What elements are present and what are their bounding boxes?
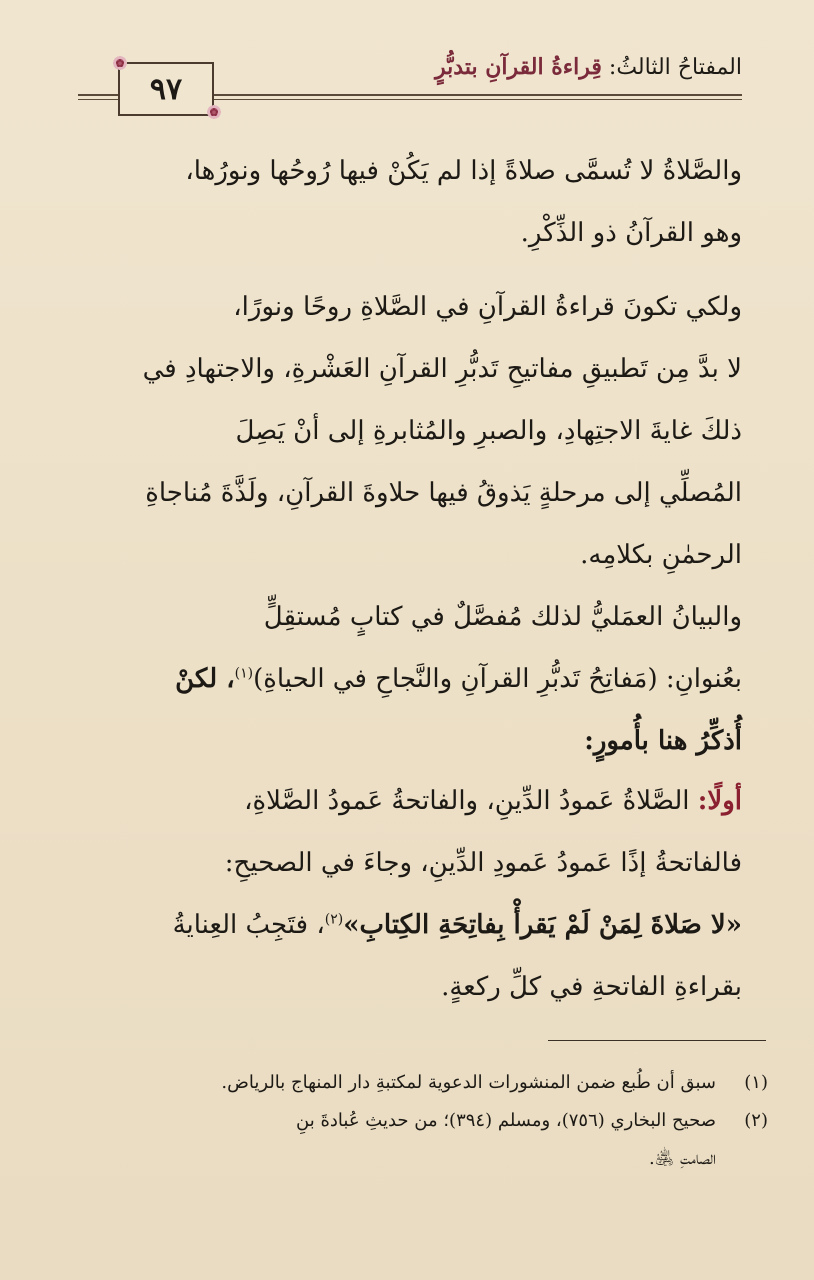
footnote-ref-1: (١) xyxy=(234,665,254,682)
paragraph-3 xyxy=(78,586,742,772)
header-title xyxy=(435,54,742,80)
text-line: بقراءةِ الفاتحةِ في كلِّ ركعةٍ. xyxy=(441,972,742,1002)
paragraph-1 xyxy=(78,140,742,264)
footnote-text: سبق أن طُبع ضمن المنشورات الدعوية لمكتبةِ دار المنهاج بالرياض. xyxy=(221,1072,716,1093)
page-number-box xyxy=(118,62,214,116)
footnote-2 xyxy=(78,1102,768,1140)
footnotes xyxy=(78,1064,768,1178)
text-line: وهو القرآنُ ذو الذِّكْرِ. xyxy=(520,218,742,248)
text-line: ذلكَ غايةَ الاجتِهادِ، والصبرِ والمُثابرةِ إلى أنْ يَصِلَ xyxy=(235,416,742,446)
running-header xyxy=(78,50,742,120)
hadith-quote: «لا صَلاةَ لِمَنْ لَمْ يَقرأْ بِفاتِحَةِ الكِتابِ» xyxy=(343,910,742,940)
footnote-number: (٢) xyxy=(744,1110,768,1131)
text-line: ولكي تكونَ قراءةُ القرآنِ في الصَّلاةِ روحًا ونورًا، xyxy=(233,292,742,322)
footnote-number: (١) xyxy=(744,1072,768,1093)
text-run: الصَّلاةُ عَمودُ الدِّينِ، والفاتحةُ عَمودُ الصَّلاةِ، xyxy=(244,786,698,816)
footnote-2-cont xyxy=(78,1140,768,1178)
text-line: فالفاتحةُ إذًا عَمودُ عَمودِ الدِّينِ، وجاءَ في الصحيحِ: xyxy=(224,848,742,878)
footnote-ref-2: (٢) xyxy=(324,911,344,928)
text-line: أُذكِّرُ هنا بأُمورٍ: xyxy=(584,726,742,756)
text-line: لا بدَّ مِن تَطبيقِ مفاتيحِ تَدبُّرِ القرآنِ العَشْرةِ، والاجتهادِ في xyxy=(142,354,742,384)
footnote-1 xyxy=(78,1064,768,1102)
paragraph-4 xyxy=(78,770,742,1018)
page-number: ٩٧ xyxy=(149,71,183,107)
text-run: ، فتَجِبُ العِنايةُ xyxy=(172,910,325,940)
text-line xyxy=(78,894,742,956)
text-line xyxy=(78,770,742,832)
text-line: والبيانُ العمَليُّ لذلك مُفصَّلٌ في كتابٍ مُستقِلٍّ xyxy=(263,602,742,632)
paragraph-2 xyxy=(78,276,742,586)
text-line: الرحمٰنِ بكلامِه. xyxy=(580,540,742,570)
text-line xyxy=(78,648,742,710)
emphasis-text: ، لكنْ xyxy=(175,664,235,694)
flower-ornament-icon: ✿ xyxy=(206,104,222,120)
text-line: المُصلِّي إلى مرحلةٍ يَذوقُ فيها حلاوةَ القرآنِ، ولَذَّةَ مُناجاةِ xyxy=(145,478,742,508)
footnote-text: الصامتِ ﵁. xyxy=(648,1148,716,1169)
text-line: والصَّلاةُ لا تُسمَّى صلاةً إذا لم يَكُنْ فيها رُوحُها ونورُها، xyxy=(185,156,742,186)
footnote-separator xyxy=(548,1040,766,1041)
flower-ornament-icon: ✿ xyxy=(112,55,128,71)
footnote-text: صحيح البخاري (٧٥٦)، ومسلم (٣٩٤)؛ من حديثِ عُبادةَ بنِ xyxy=(296,1110,716,1131)
header-title-main: المفتاحُ الثالثُ: xyxy=(608,55,742,80)
header-title-sub: قِراءةُ القرآنِ بتدبُّرٍ xyxy=(435,54,602,80)
ordinal-label: أولًا: xyxy=(697,786,742,816)
book-title-citation: بعُنوانِ: (مَفاتِحُ تَدبُّرِ القرآنِ والنَّجاحِ في الحياةِ) xyxy=(253,664,742,694)
